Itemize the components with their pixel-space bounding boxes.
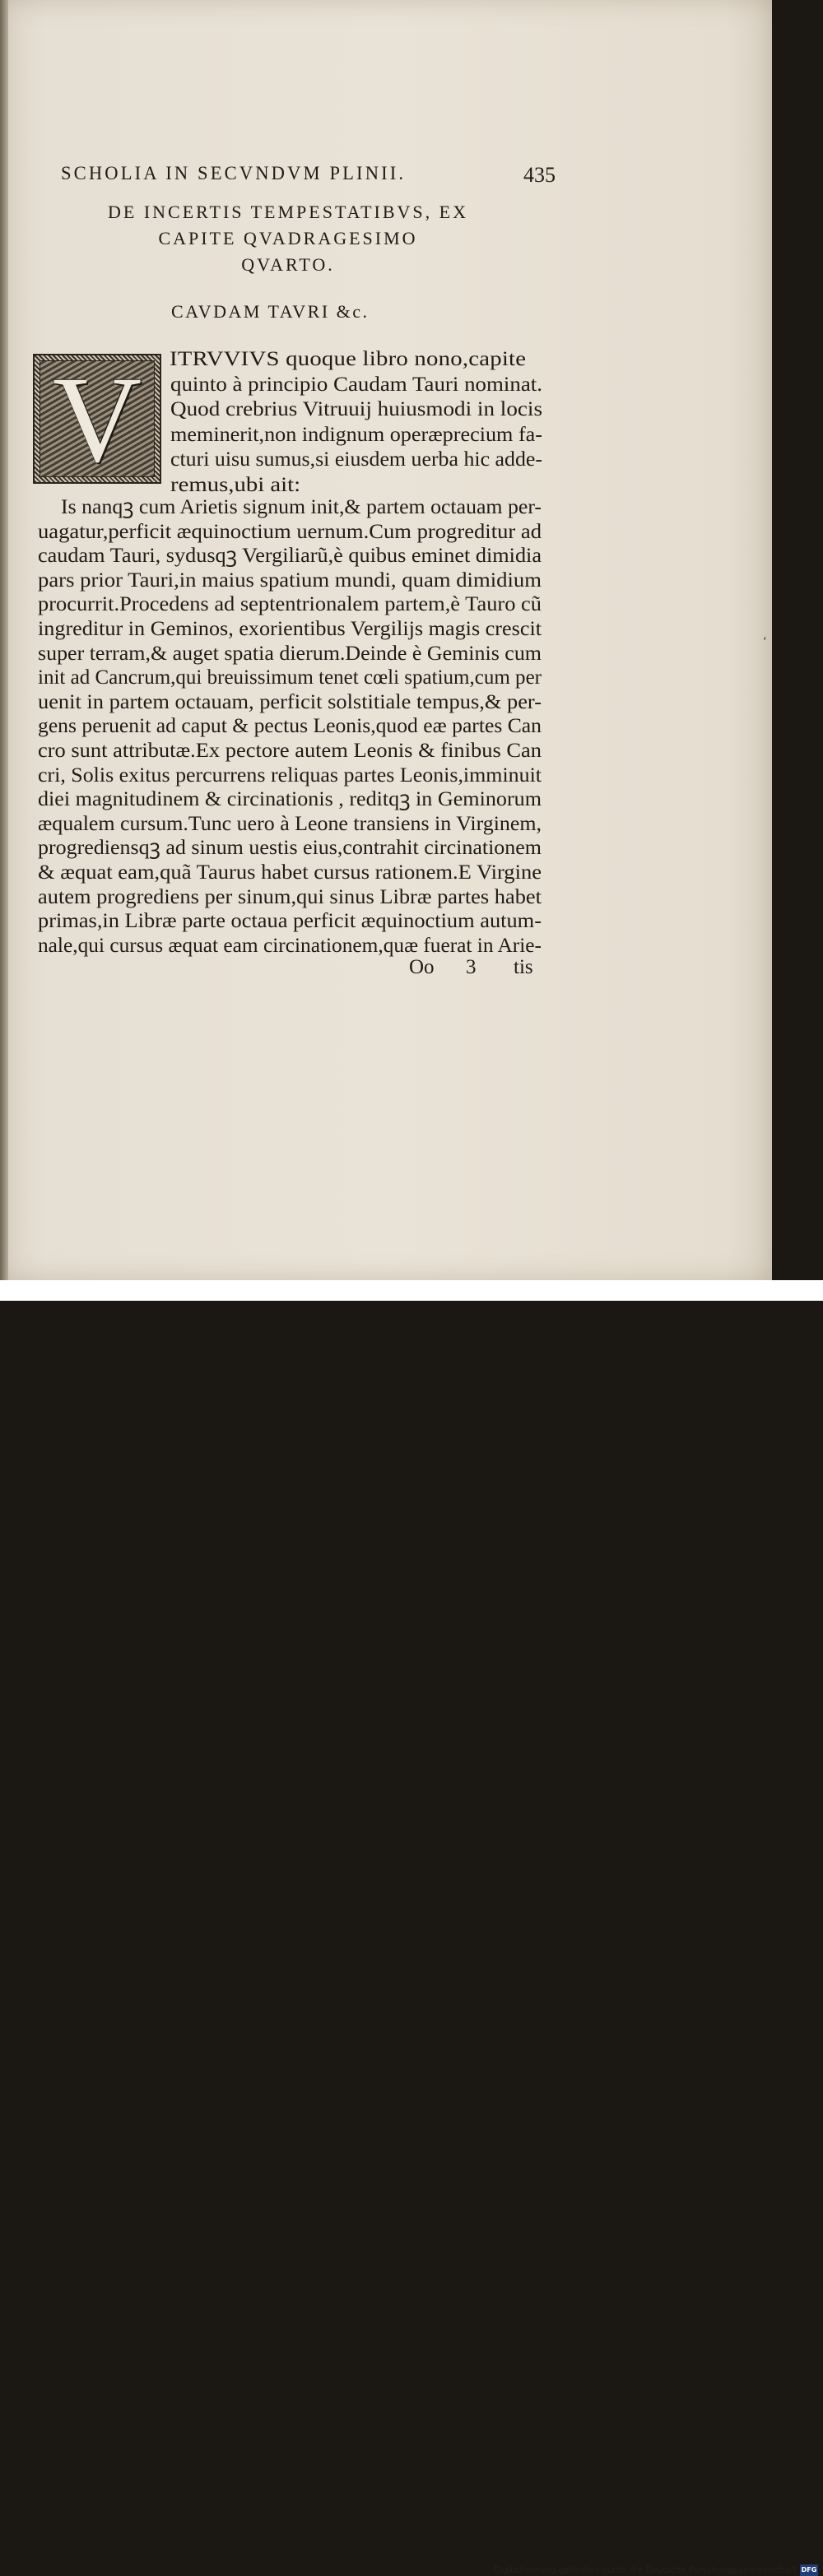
dfg-logo-icon: DFG <box>800 2564 818 2576</box>
body-text-line: æqualem cursum.Tunc uero à Leone transiens in Virginem, <box>38 812 542 835</box>
book-page <box>0 0 772 1280</box>
indented-text-line: cturi uisu sumus,si eiusdem uerba hic adde- <box>170 448 542 471</box>
body-text-line: super terram,& auget spatia dierum.Deinde è Geminis cum <box>38 642 542 665</box>
body-text-line: cri, Solis exitus percurrens reliquas partes Leonis,imminuit <box>38 764 542 787</box>
body-text-line: caudam Tauri, sydusqꝫ Vergiliarũ,è quibus eminet dimidia <box>38 545 542 568</box>
page-number: 435 <box>523 163 556 187</box>
chapter-title-line-3: QVARTO. <box>241 254 335 275</box>
body-text-line: progrediensqꝫ ad sinum uestis eius,contrahit circinationem <box>38 837 542 860</box>
chapter-title-line-1: DE INCERTIS TEMPESTATIBVS, EX <box>108 202 468 222</box>
body-text-line: ingreditur in Geminos, exorientibus Vergilijs magis crescit <box>38 618 542 640</box>
initial-letter: V <box>52 351 142 488</box>
body-text-line: autem progrediens per sinum,qui sinus Libræ partes habet <box>38 885 542 908</box>
body-text-line: gens peruenit ad caput & pectus Leonis,quod eæ partes Can <box>38 715 542 738</box>
lemma-heading: CAVDAM TAVRI &c. <box>171 301 370 322</box>
indented-text-line: ITRVVIVS quoque libro nono,capite <box>170 348 527 370</box>
signature-mark: Oo <box>409 956 435 978</box>
chapter-title-line-2: CAPITE QVADRAGESIMO <box>158 228 418 248</box>
body-text-line: & æquat eam,quã Taurus habet cursus rationem.E Virgine <box>38 861 542 884</box>
body-text-line: uagatur,perficit æquinoctium uernum.Cum progreditur ad <box>38 520 542 543</box>
footer-strip <box>0 1280 823 2575</box>
body-text-line: procurrit.Procedens ad septentrionalem partem,è Tauro cũ <box>38 593 542 616</box>
decorated-initial-woodcut <box>33 351 161 488</box>
indented-text-line: Quod crebrius Vitruuij huiusmodi in locis <box>170 398 542 420</box>
page-spine-edge <box>0 0 8 1280</box>
body-text-line: pars prior Tauri,in maius spatium mundi, quam dimidium <box>38 569 542 592</box>
signature-number: 3 <box>466 956 477 978</box>
catchword: tis <box>514 956 533 978</box>
footer-credit: Digitalisierung gefördert durch die Deutsche Forschungsgemeinschaft <box>493 2565 797 2575</box>
body-text-line: diei magnitudinem & circinationis , reditqꝫ in Geminorum <box>38 788 542 811</box>
body-text-line: primas,in Libræ parte octaua perficit æquinoctium autum- <box>38 910 542 933</box>
body-text-line: Is nanqꝫ cum Arietis signum init,& partem octauam per- <box>61 496 542 518</box>
body-text-line: init ad Cancrum,qui breuissimum tenet cœli spatium,cum per <box>38 666 542 689</box>
indented-text-line: meminerit,non indignum operæprecium fa- <box>170 423 542 446</box>
indented-text-line: remus,ubi ait: <box>170 473 301 496</box>
margin-ink-mark: ʻ <box>763 635 767 647</box>
body-text-line: uenit in partem octauam, perficit solstitiale tempus,& per- <box>38 690 542 713</box>
indented-text-line: quinto à principio Caudam Tauri nominat. <box>170 373 542 396</box>
body-text-line: cro sunt attributæ.Ex pectore autem Leonis & finibus Can <box>38 740 542 762</box>
body-text-line: nale,qui cursus æquat eam circinationem,quæ fuerat in Arie- <box>38 934 542 957</box>
running-head-title: SCHOLIA IN SECVNDVM PLINII. <box>61 163 407 183</box>
